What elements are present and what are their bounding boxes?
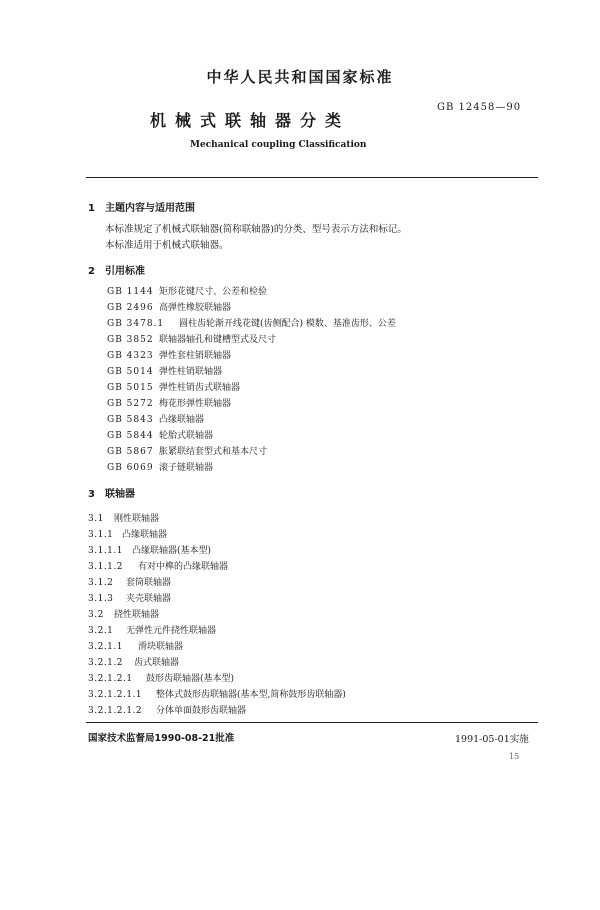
- classification-item: 3.1.1.2 有对中榫的凸缘联轴器: [88, 562, 229, 572]
- reference-item: GB 5272 梅花形弹性联轴器: [107, 399, 232, 409]
- approval-note: 国家技术监督局1990-08-21批准: [88, 733, 235, 744]
- reference-item: GB 1144 矩形花键尺寸、公差和检验: [107, 287, 268, 297]
- footer-rule: [86, 722, 538, 723]
- reference-item: GB 5014 弹性柱销联轴器: [107, 367, 223, 377]
- classification-item: 3.2.1.2.1.2 分体单面鼓形齿联轴器: [88, 706, 247, 716]
- section-1-heading: 1 主题内容与适用范围: [88, 203, 195, 214]
- reference-item: GB 3852 联轴器轴孔和键槽型式及尺寸: [107, 335, 277, 345]
- classification-item: 3.1 刚性联轴器: [88, 514, 160, 524]
- section-2-heading: 2 引用标准: [88, 266, 145, 277]
- reference-item: GB 5843 凸缘联轴器: [107, 415, 205, 425]
- classification-item: 3.1.1 凸缘联轴器: [88, 530, 168, 540]
- page-number: 15: [509, 752, 520, 761]
- classification-item: 3.1.2 套筒联轴器: [88, 578, 172, 588]
- section-3-heading: 3 联轴器: [88, 489, 135, 500]
- classification-item: 3.2.1.1 滑块联轴器: [88, 642, 184, 652]
- classification-item: 3.1.1.1 凸缘联轴器(基本型): [88, 546, 212, 556]
- section-1-paragraph: 本标准适用于机械式联轴器。: [105, 240, 229, 251]
- reference-item: GB 2496 高弹性橡胶联轴器: [107, 303, 232, 313]
- classification-item: 3.2.1.2 齿式联轴器: [88, 658, 180, 668]
- reference-item: GB 4323 弹性套柱销联轴器: [107, 351, 232, 361]
- reference-item: GB 3478.1 圆柱齿轮渐开线花键(齿侧配合) 模数、基准齿形、公差: [107, 319, 396, 329]
- implementation-date: 1991-05-01实施: [455, 734, 529, 745]
- classification-item: 3.2.1 无弹性元件挠性联轴器: [88, 626, 217, 636]
- reference-item: GB 6069 滚子链联轴器: [107, 463, 214, 473]
- document-title-cn: 机械式联轴器分类: [150, 111, 351, 130]
- issuing-org: 中华人民共和国国家标准: [206, 68, 394, 86]
- classification-item: 3.2.1.2.1.1 整体式鼓形齿联轴器(基本型,简称鼓形齿联轴器): [88, 690, 346, 700]
- classification-item: 3.2 挠性联轴器: [88, 610, 160, 620]
- standard-number: GB 12458—90: [437, 102, 522, 113]
- classification-item: 3.1.3 夹壳联轴器: [88, 594, 172, 604]
- reference-item: GB 5867 胀紧联结套型式和基本尺寸: [107, 447, 268, 457]
- header-rule: [86, 177, 538, 178]
- classification-item: 3.2.1.2.1 鼓形齿联轴器(基本型): [88, 674, 235, 684]
- reference-item: GB 5015 弹性柱销齿式联轴器: [107, 383, 241, 393]
- document-title-en: Mechanical coupling Classification: [190, 140, 367, 150]
- reference-item: GB 5844 轮胎式联轴器: [107, 431, 214, 441]
- section-1-paragraph: 本标准规定了机械式联轴器(简称联轴器)的分类、型号表示方法和标记。: [105, 224, 407, 235]
